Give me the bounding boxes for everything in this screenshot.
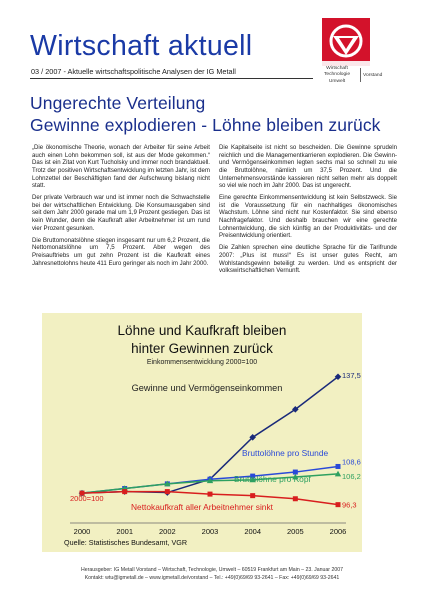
issue-line: 03 / 2007 - Aktuelle wirtschaftspolitische Analysen der IG Metall	[31, 67, 236, 76]
data-point	[250, 493, 255, 498]
series-end-label: 137,5	[342, 370, 361, 380]
footer-contact: Kontakt: wtu@igmetall.de – www.igmetall.de/vorstand – Tel.: +49(0)69/69 93-2641 – Fax: +49(0)69/69 93-2641	[84, 575, 340, 581]
base-year-label: 2000=100	[70, 494, 104, 503]
data-point	[336, 502, 341, 507]
ig-metall-logo-icon	[322, 18, 370, 66]
series-end-label: 108,6	[342, 457, 361, 467]
chart-subtitle: Einkommensentwicklung 2000=100	[146, 359, 258, 366]
logo-caption-line: Umwelt	[328, 78, 346, 84]
paragraph: Die Zahlen sprechen eine deutliche Sprache für die Tarifrunde 2007: „Plus ist muss!“ Es ist unser gutes Recht, am Wohlstandsgewinn beteiligt zu werden. Und es entspricht der volkswirtschaftlichen Vernunft.	[219, 244, 397, 275]
paragraph: Der private Verbrauch war und ist immer noch die Schwachstelle bei der wirtschaftlichen Entwicklung. Die Konsumausgaben sind seit dem Jahr 2000 gerade mal um 1,9 Prozent gestiegen. Das ist kein Wunder, denn die Kaufkraft aller Arbeitnehmer ist um rund vier Prozent gesunken.	[32, 194, 210, 232]
chart-title-line: Löhne und Kaufkraft bleiben	[117, 323, 287, 338]
income-chart	[42, 313, 362, 552]
logo-caption-line: Wirtschaft	[326, 66, 348, 71]
footer-publisher: Herausgeber: IG Metall Vorstand – Wirtschaft, Technologie, Umwelt – 60519 Frankfurt am Main – 23. Januar 2007	[80, 567, 343, 573]
x-tick-label: 2005	[286, 527, 304, 536]
data-point	[122, 489, 127, 494]
series-label: Bruttolöhne pro Stunde	[242, 448, 329, 458]
publication-title: Wirtschaft aktuell	[30, 30, 253, 62]
x-tick-label: 2003	[201, 527, 219, 536]
series-end-label: 96,3	[342, 500, 357, 510]
x-tick-label: 2000	[73, 527, 91, 536]
series-end-label: 106,2	[342, 471, 361, 481]
chart-plot-area	[70, 371, 361, 536]
article-column-right	[219, 144, 397, 279]
income-chart-svg	[42, 313, 362, 552]
x-tick-label: 2004	[244, 527, 262, 536]
x-tick-label: 2006	[329, 527, 347, 536]
logo-board-label: Vorstand	[363, 73, 383, 78]
data-point	[208, 492, 213, 497]
masthead-rule	[30, 78, 313, 79]
logo-caption-line: Technologie	[323, 72, 351, 78]
data-point	[293, 496, 298, 501]
x-tick-label: 2002	[158, 527, 176, 536]
data-point	[165, 489, 170, 494]
paragraph: Die Kapitalseite ist nicht so bescheiden. Die Gewinne sprudeln reichlich und die Managementkarrieren explodieren. Die Gewinn- und Vermögenseinkommen legten sechs mal so schnell zu wie die Bruttolöhne, nämlich um 37,5 Prozent. Und die Unternehmensvorstände kassieren nicht selten mehr als doppelt so viel wie noch im Jahr 2000. Das ist ungerecht.	[219, 144, 397, 190]
logo-caption	[316, 66, 358, 85]
series-label: Gewinne und Vermögenseinkommen	[131, 383, 283, 393]
series-label: Nettokaufkraft aller Arbeitnehmer sinkt	[131, 502, 273, 512]
article-headline: Ungerechte Verteilung	[30, 93, 206, 113]
chart-source: Quelle: Statistisches Bundesamt, VGR	[64, 538, 188, 547]
article-subheadline: Gewinne explodieren - Löhne bleiben zurück	[30, 115, 381, 135]
article-column-left	[32, 144, 210, 271]
chart-title-line: hinter Gewinnen zurück	[131, 341, 273, 356]
data-point	[336, 464, 341, 469]
x-tick-label: 2001	[116, 527, 134, 536]
paragraph: Eine gerechte Einkommensentwicklung ist kein Selbstzweck. Sie ist die Voraussetzung für ein nachhaltiges ökonomisches Wachstum. Löhne sind nicht nur Kostenfaktor. Sie sind ebenso Nachfragefaktor. Und deshalb brauchen wir eine gerechte Lohnentwicklung, die sich künftig an der Produktivitäts- und der Preisentwicklung orientiert.	[219, 194, 397, 240]
paragraph: Die Bruttomonatslöhne stiegen insgesamt nur um 6,2 Prozent, die Nettomonatslöhne um 7,5 Prozent. Aber wegen des Preisauftriebs um gut zehn Prozent ist die Kaufkraft eines Jahresnettolohns heute 411 Euro geringer als noch im Jahr 2000.	[32, 236, 210, 267]
series-label: Bruttolöhne pro Kopf	[234, 474, 311, 484]
page-footer	[0, 566, 424, 582]
paragraph: „Die ökonomische Theorie, wonach der Arbeiter für seine Arbeit auch einen Lohn bekommen soll, ist aus der Mode gekommen.“ Das ist ein Zitat von Kurt Tucholsky und immer noch brandaktuell. Trotz der positiven Wirtschaftsentwicklung im letzten Jahr, ist dem Lohnzettel der Beschäftigten fand der Aufschwung bislang nicht statt.	[32, 144, 210, 190]
logo-divider	[360, 68, 361, 82]
